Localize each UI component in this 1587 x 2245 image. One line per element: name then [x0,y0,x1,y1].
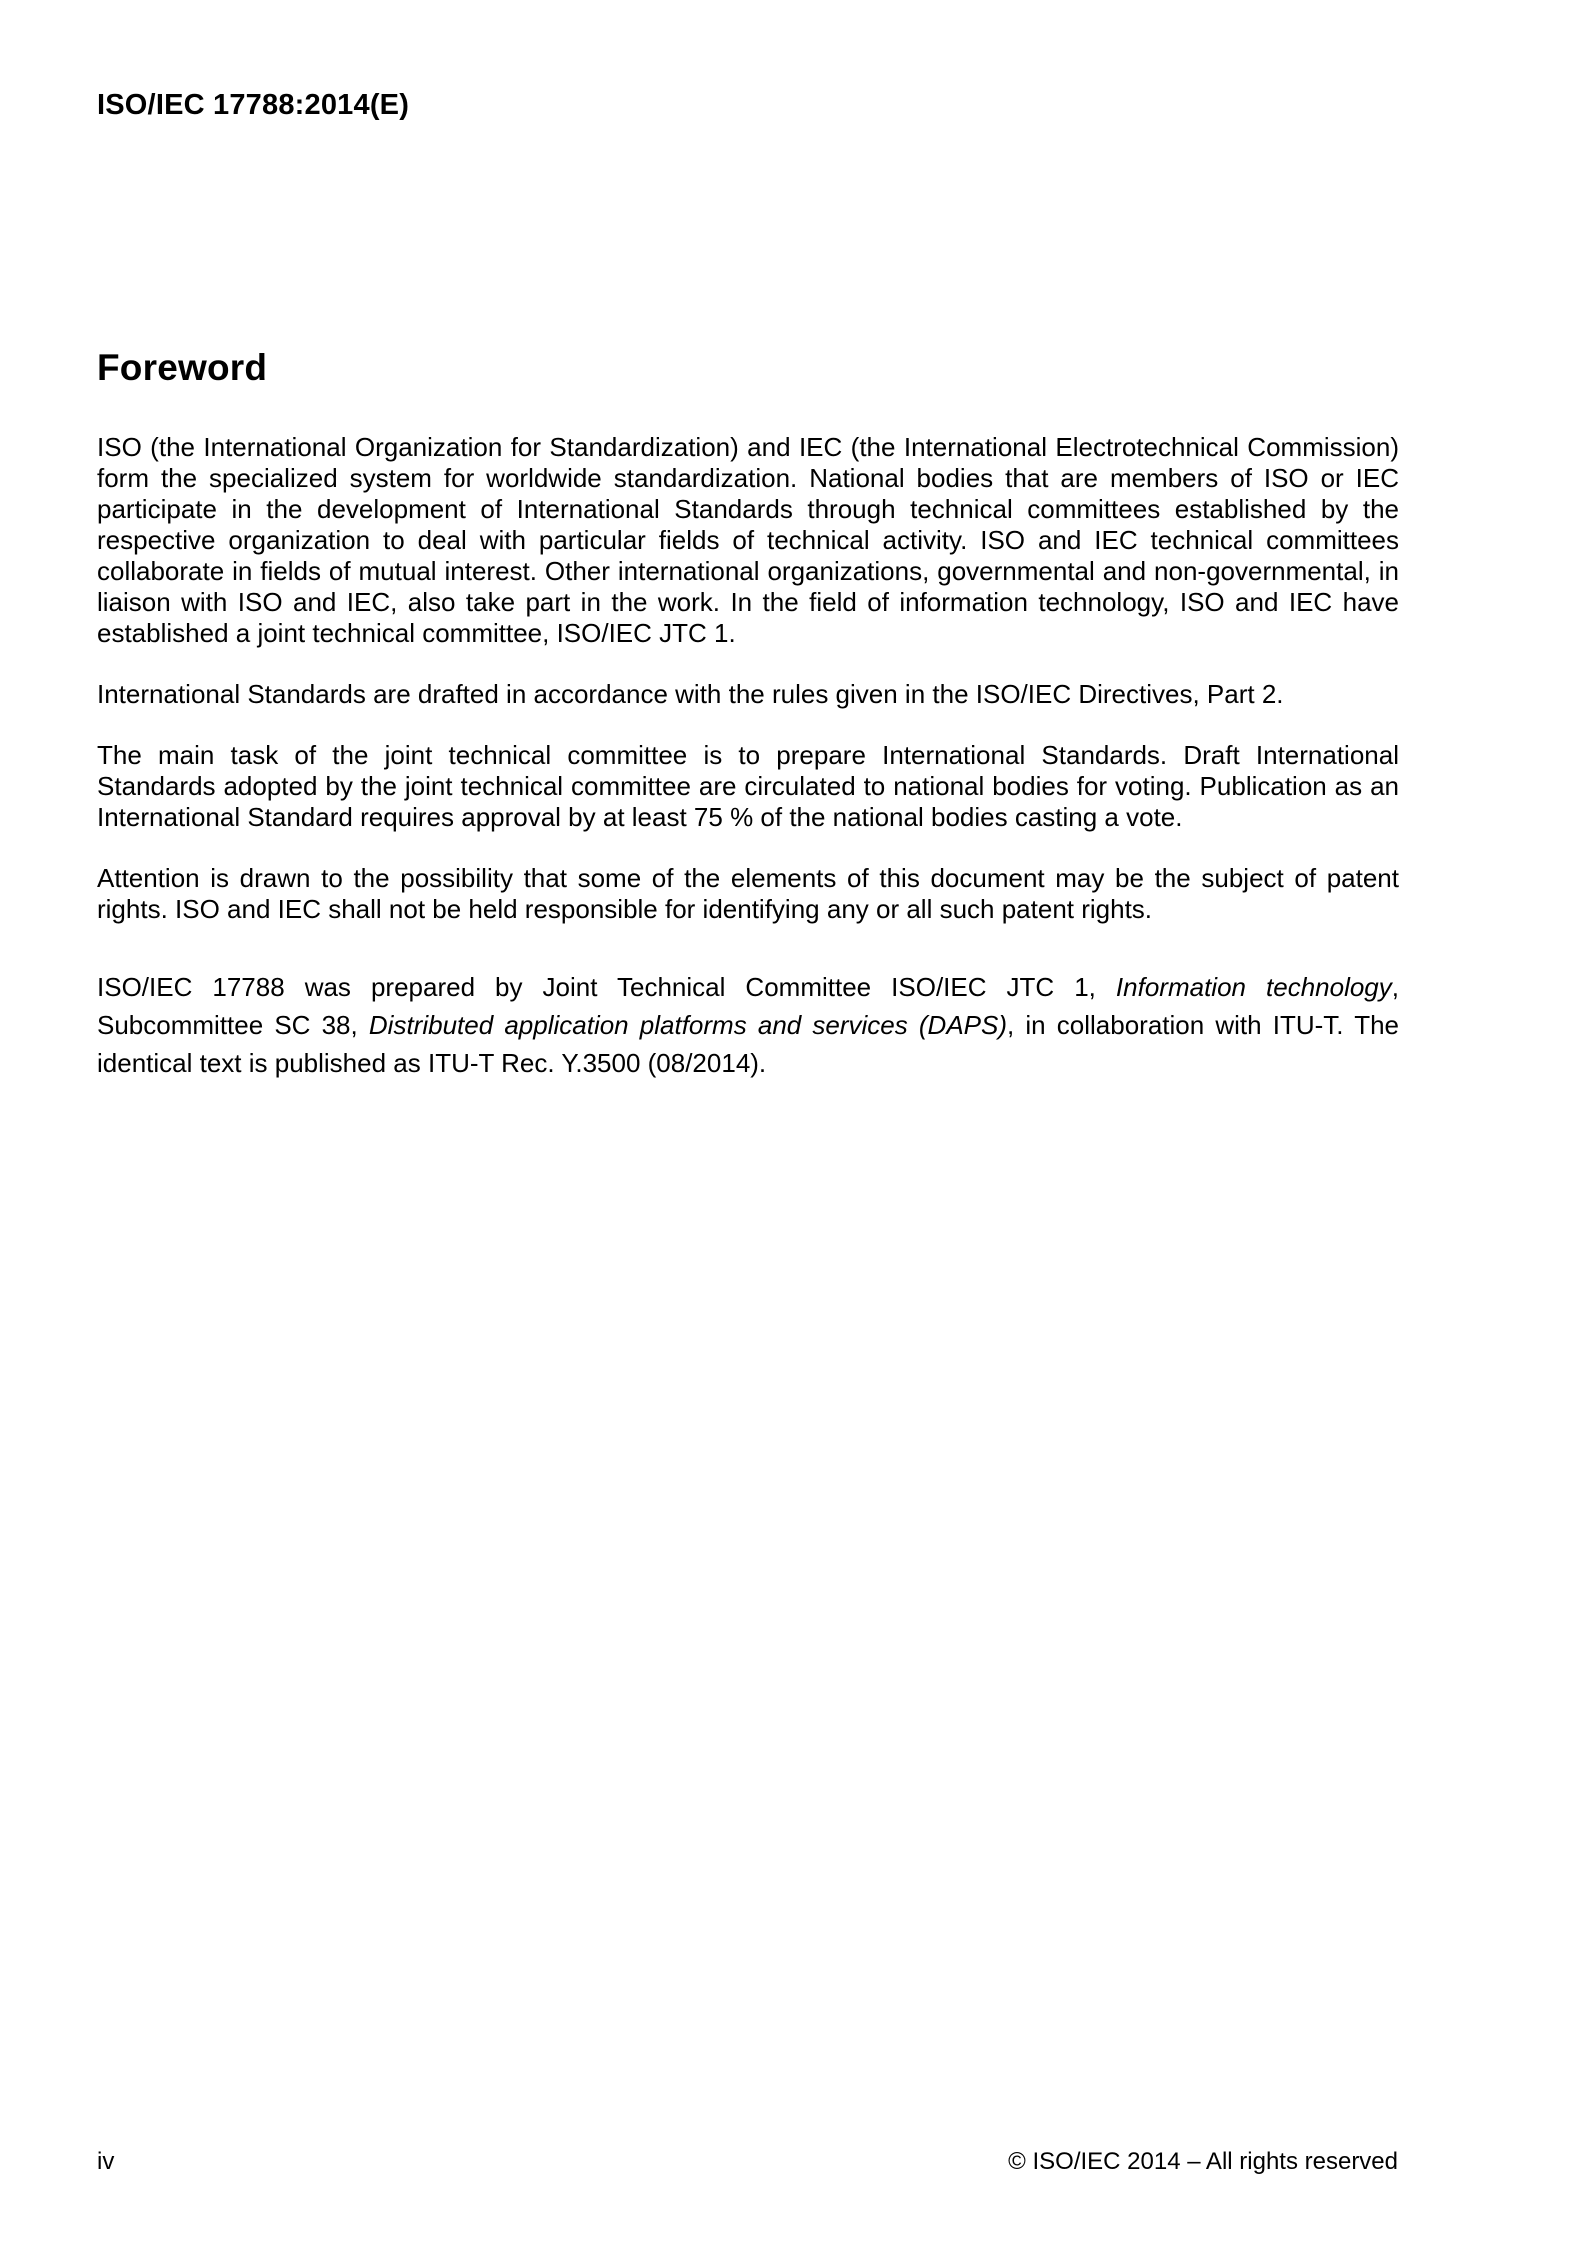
paragraph-main-task: The main task of the joint technical committee is to prepare International Standards. Draft International Standards adopted by the joint technical committee are circulated to national bodies for voting. Publication as an International Standard requires approval by at least 75 % of the national bodies casting a vote. [97,740,1399,832]
running-header [97,89,409,121]
copyright-notice: © ISO/IEC 2014 – All rights reserved [1008,2148,1398,2175]
foreword-heading: Foreword [97,347,268,388]
foreword-section [97,346,1399,1082]
document-reference: ISO/IEC 17788:2014(E) [97,89,410,121]
paragraph-directives: International Standards are drafted in accordance with the rules given in the ISO/IEC Directives, Part 2. [97,679,1284,709]
preparation-run-1: ISO/IEC 17788 was prepared by Joint Technical Committee ISO/IEC JTC 1, [97,972,1116,1002]
page-footer [97,2148,1398,2176]
preparation-run-3: , in collaboration with ITU-T. The identical text is published as ITU-T Rec. Y.3500 (08/2014). [97,1010,1400,1078]
paragraph-iso-iec-intro: ISO (the International Organization for Standardization) and IEC (the International Electrotechnical Commission) form the specialized system for worldwide standardization. National bodies that are members of ISO or IEC participate in the development of International Standards through technical committees established by the respective organization to deal with particular fields of technical activity. ISO and IEC technical committees collaborate in fields of mutual interest. Other international organizations, governmental and non-governmental, in liaison with ISO and IEC, also take part in the work. In the field of information technology, ISO and IEC have established a joint technical committee, ISO/IEC JTC 1. [97,432,1399,648]
paragraph-patent-rights: Attention is drawn to the possibility that some of the elements of this document may be the subject of patent rights. ISO and IEC shall not be held responsible for identifying any or all such patent rights. [97,863,1399,924]
preparation-committee-title: Information technology [1115,972,1392,1002]
preparation-run-2: , Subcommittee SC 38, [97,972,1400,1040]
page-number: iv [97,2148,115,2175]
paragraph-preparation [97,968,1399,1082]
preparation-subcommittee-title: Distributed application platforms and services (DAPS) [368,1010,1008,1040]
